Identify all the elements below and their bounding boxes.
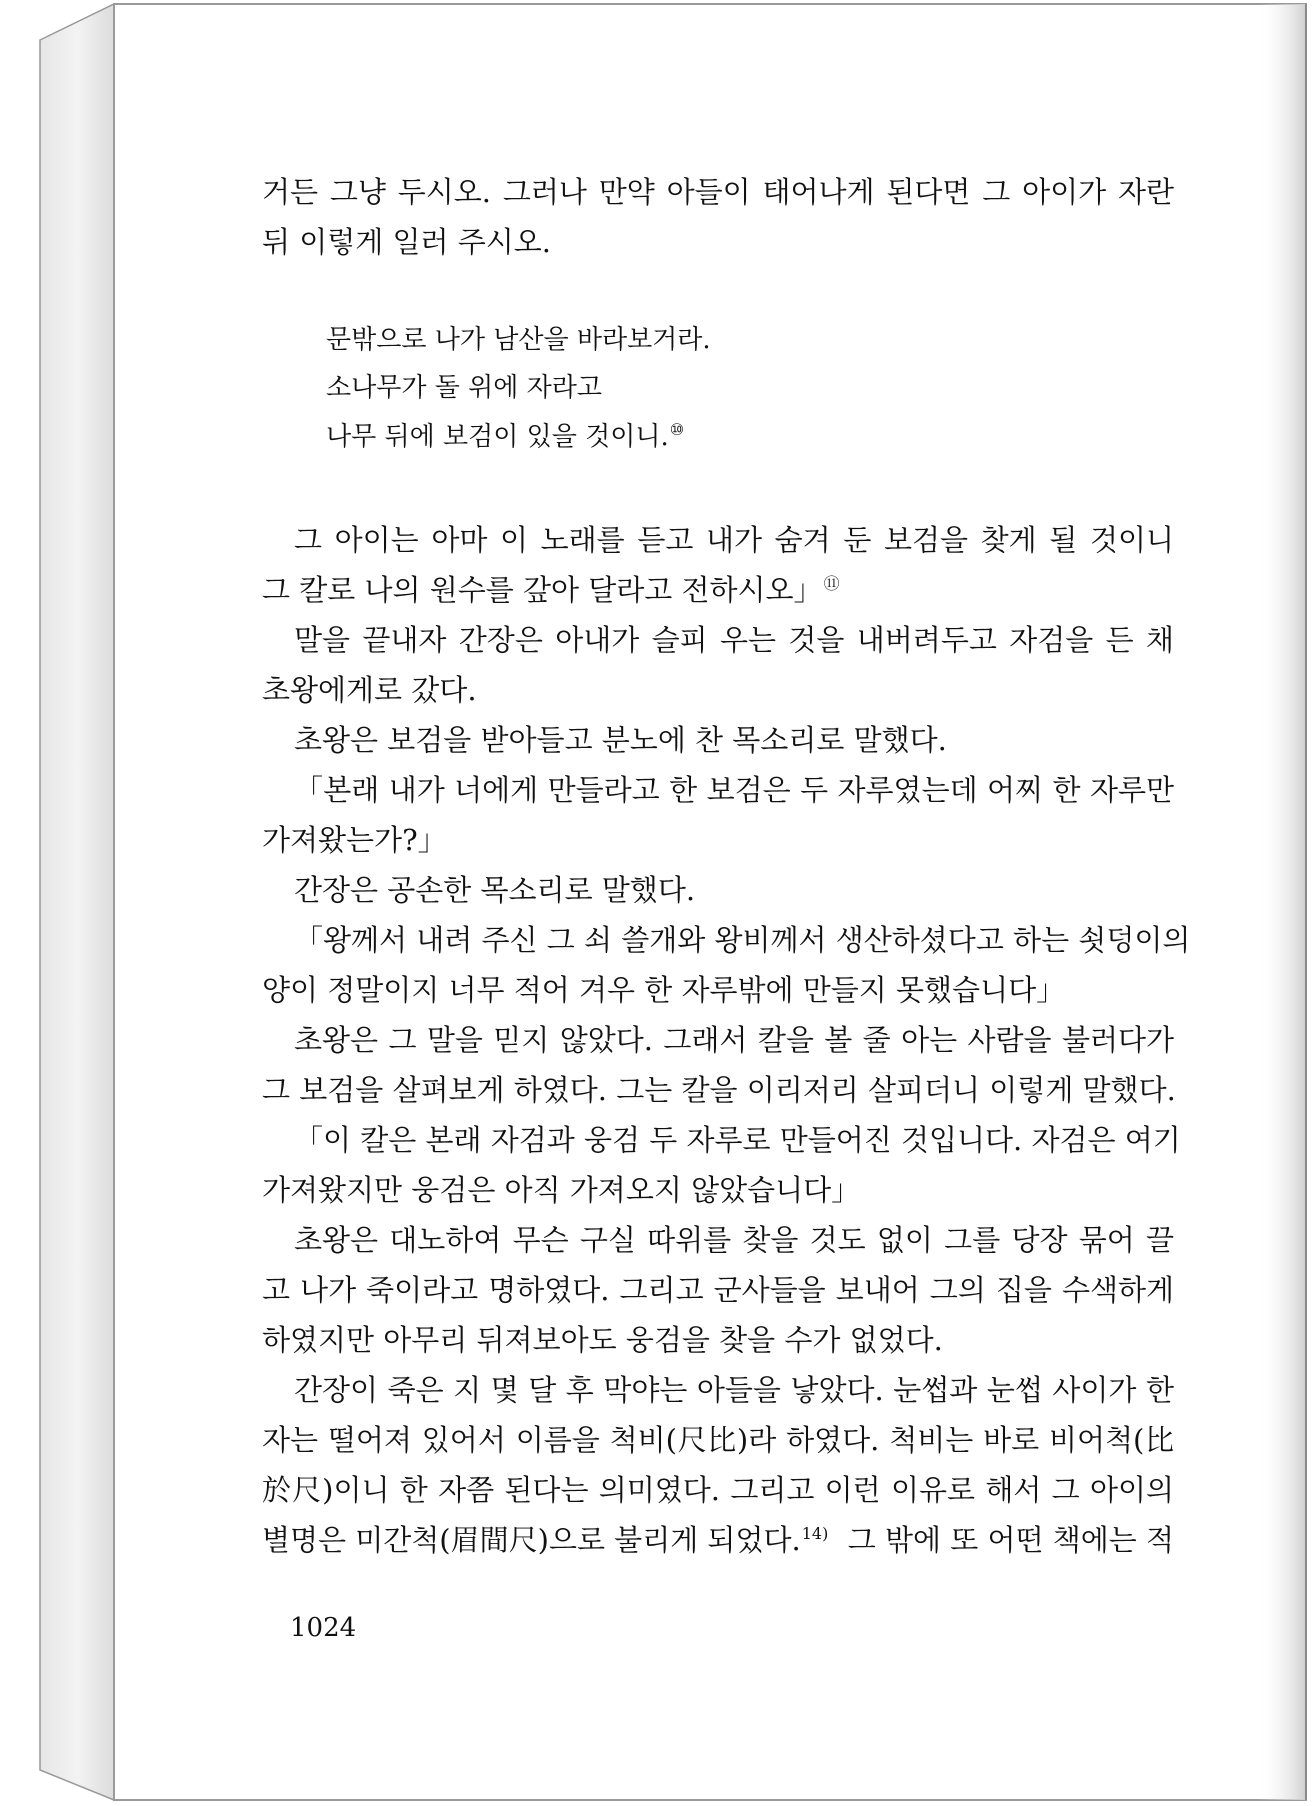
text-line: 하였지만 아무리 뒤져보아도 웅검을 찾을 수가 없었다.	[262, 1323, 943, 1357]
text-line: 뒤 이렇게 일러 주시오.	[262, 225, 551, 259]
text-line: 간장은 공손한 목소리로 말했다.	[294, 873, 696, 907]
verse-line: 문밖으로 나가 남산을 바라보거라.	[326, 325, 711, 355]
text-line: 그 보검을 살펴보게 하였다. 그는 칼을 이리저리 살피더니 이렇게 말했다.	[262, 1073, 1176, 1107]
text-line: 별명은 미간척(眉間尺)으로 불리게 되었다.$^{14)}$ 그 밖에 또 어떤 책에는 적	[262, 1523, 1174, 1557]
verse-line: 소나무가 돌 위에 자라고	[326, 373, 602, 403]
text-line: 「이 칼은 본래 자검과 웅검 두 자루로 만들어진 것입니다. 자검은 여기	[294, 1123, 1181, 1157]
verse-line: 나무 뒤에 보검이 있을 것이니.⑩	[326, 420, 685, 452]
text-line: 고 나가 죽이라고 명하였다. 그리고 군사들을 보내어 그의 집을 수색하게	[262, 1273, 1174, 1307]
text-line: 그 아이는 아마 이 노래를 듣고 내가 숨겨 둔 보검을 찾게 될 것이니	[294, 523, 1174, 557]
footnote-marker: 14)	[801, 1524, 829, 1544]
text-line: 말을 끝내자 간장은 아내가 슬피 우는 것을 내버려두고 자검을 든 채	[294, 623, 1174, 657]
footnote-marker: ⑩	[669, 420, 685, 440]
text-line: 양이 정말이지 너무 적어 겨우 한 자루밖에 만들지 못했습니다」	[262, 973, 1066, 1007]
text-line: 그 칼로 나의 원수를 갚아 달라고 전하시오」⑪	[262, 573, 840, 607]
text-line: 간장이 죽은 지 몇 달 후 막야는 아들을 낳았다. 눈썹과 눈썹 사이가 한	[294, 1373, 1174, 1407]
text-line: 於尺)이니 한 자쯤 된다는 의미였다. 그리고 이런 이유로 해서 그 아이의	[262, 1473, 1174, 1507]
page-number: 1024	[290, 1613, 357, 1643]
footnote-marker: ⑪	[823, 574, 840, 594]
text-line: 거든 그냥 두시오. 그러나 만약 아들이 태어나게 된다면 그 아이가 자란	[262, 175, 1174, 209]
text-line: 초왕에게로 갔다.	[262, 673, 477, 707]
text-line: 초왕은 대노하여 무슨 구실 따위를 찾을 것도 없이 그를 당장 묶어 끌	[294, 1223, 1174, 1257]
text-line: 가져왔는가?」	[262, 823, 447, 857]
text-line: 가져왔지만 웅검은 아직 가져오지 않았습니다」	[262, 1173, 861, 1207]
text-line: 「본래 내가 너에게 만들라고 한 보검은 두 자루였는데 어찌 한 자루만	[294, 773, 1174, 807]
text-line: 「왕께서 내려 주신 그 쇠 쓸개와 왕비께서 생산하셨다고 하는 쇳덩이의	[294, 923, 1191, 957]
text-line: 초왕은 보검을 받아들고 분노에 찬 목소리로 말했다.	[294, 723, 947, 757]
page-content	[262, 162, 1191, 1722]
text-line: 자는 떨어져 있어서 이름을 척비(尺比)라 하였다. 척비는 바로 비어척(比	[262, 1423, 1174, 1457]
text-line: 초왕은 그 말을 믿지 않았다. 그래서 칼을 볼 줄 아는 사람을 불러다가	[294, 1023, 1174, 1057]
